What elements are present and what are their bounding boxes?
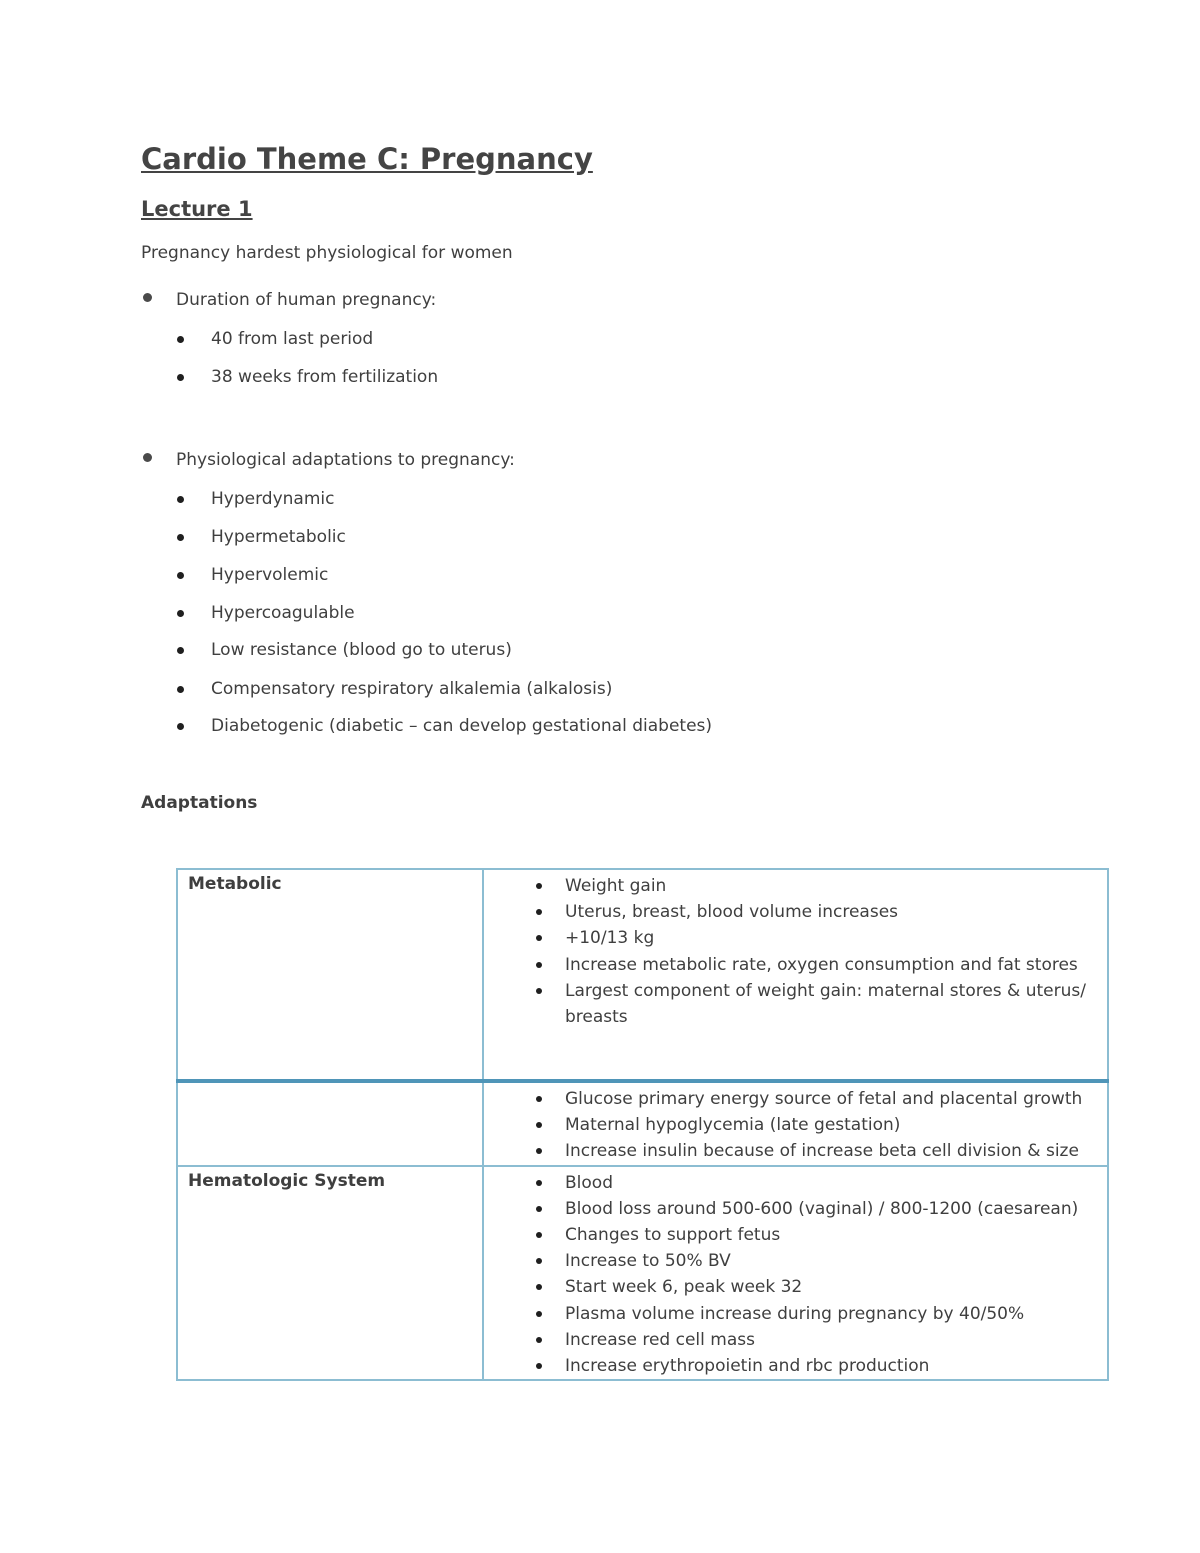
list-item: Uterus, breast, blood volume increases [484,899,1107,925]
list-item: Glucose primary energy source of fetal and placental growth [484,1086,1107,1112]
row-content [483,1081,1108,1166]
list-item: Hypercoagulable [211,603,355,623]
bullet-icon [143,293,152,302]
intro-text: Pregnancy hardest physiological for women [141,243,513,263]
row-label: Hematologic System [177,1166,483,1381]
bullet-icon [536,1122,542,1128]
list-item: Low resistance (blood go to uterus) [211,640,512,660]
row-content [483,1166,1108,1381]
bullet-icon [536,1363,542,1369]
list-item: Weight gain [484,873,1107,899]
bullet-icon [177,336,184,343]
list-item: Increase red cell mass [484,1327,1107,1353]
list-item: Increase insulin because of increase beta cell division & size [484,1138,1107,1164]
list-item: Hypervolemic [211,565,329,585]
adaptations-table [176,868,1109,1381]
bullet-icon [536,883,542,889]
bullet-list [484,870,1107,1030]
bullet-icon [177,534,184,541]
row-label [177,1081,483,1166]
list-item: Blood loss around 500-600 (vaginal) / 800-1200 (caesarean) [484,1196,1107,1222]
bullet-icon [177,572,184,579]
adaptations-heading: Adaptations [141,793,258,813]
list-item: Increase metabolic rate, oxygen consumption and fat stores [484,952,1107,978]
list-item: Changes to support fetus [484,1222,1107,1248]
row-content [483,869,1108,1081]
list-item: +10/13 kg [484,925,1107,951]
bullet-icon [536,1180,542,1186]
list-item: Increase to 50% BV [484,1248,1107,1274]
bullet-icon [143,453,152,462]
section-heading: Duration of human pregnancy: [176,290,437,310]
bullet-icon [536,988,542,994]
bullet-icon [177,647,184,654]
bullet-icon [536,1232,542,1238]
table-row [177,1166,1108,1381]
bullet-icon [177,374,184,381]
list-item: Blood [484,1170,1107,1196]
list-item: Hyperdynamic [211,489,335,509]
bullet-icon [536,1148,542,1154]
table-row [177,869,1108,1081]
document-title: Cardio Theme C: Pregnancy [141,142,593,176]
list-item: 38 weeks from fertilization [211,367,439,387]
bullet-icon [536,1311,542,1317]
list-item: Plasma volume increase during pregnancy by 40/50% [484,1301,1107,1327]
bullet-list [484,1083,1107,1165]
list-item: Diabetogenic (diabetic – can develop gestational diabetes) [211,716,713,736]
table-row [177,1081,1108,1166]
bullet-icon [177,610,184,617]
bullet-icon [177,723,184,730]
bullet-icon [536,962,542,968]
bullet-icon [536,1284,542,1290]
bullet-icon [177,686,184,693]
list-item: Start week 6, peak week 32 [484,1274,1107,1300]
bullet-icon [536,1258,542,1264]
bullet-icon [536,1337,542,1343]
row-label: Metabolic [177,869,483,1081]
bullet-list [484,1167,1107,1380]
list-item: Increase erythropoietin and rbc production [484,1353,1107,1379]
list-item: Maternal hypoglycemia (late gestation) [484,1112,1107,1138]
bullet-icon [536,935,542,941]
list-item: 40 from last period [211,329,374,349]
bullet-icon [536,1206,542,1212]
bullet-icon [177,496,184,503]
lecture-heading: Lecture 1 [141,197,253,221]
list-item: Largest component of weight gain: maternal stores & uterus/ breasts [484,978,1107,1030]
list-item: Compensatory respiratory alkalemia (alkalosis) [211,679,613,699]
section-heading: Physiological adaptations to pregnancy: [176,450,515,470]
bullet-icon [536,1096,542,1102]
bullet-icon [536,909,542,915]
list-item: Hypermetabolic [211,527,346,547]
